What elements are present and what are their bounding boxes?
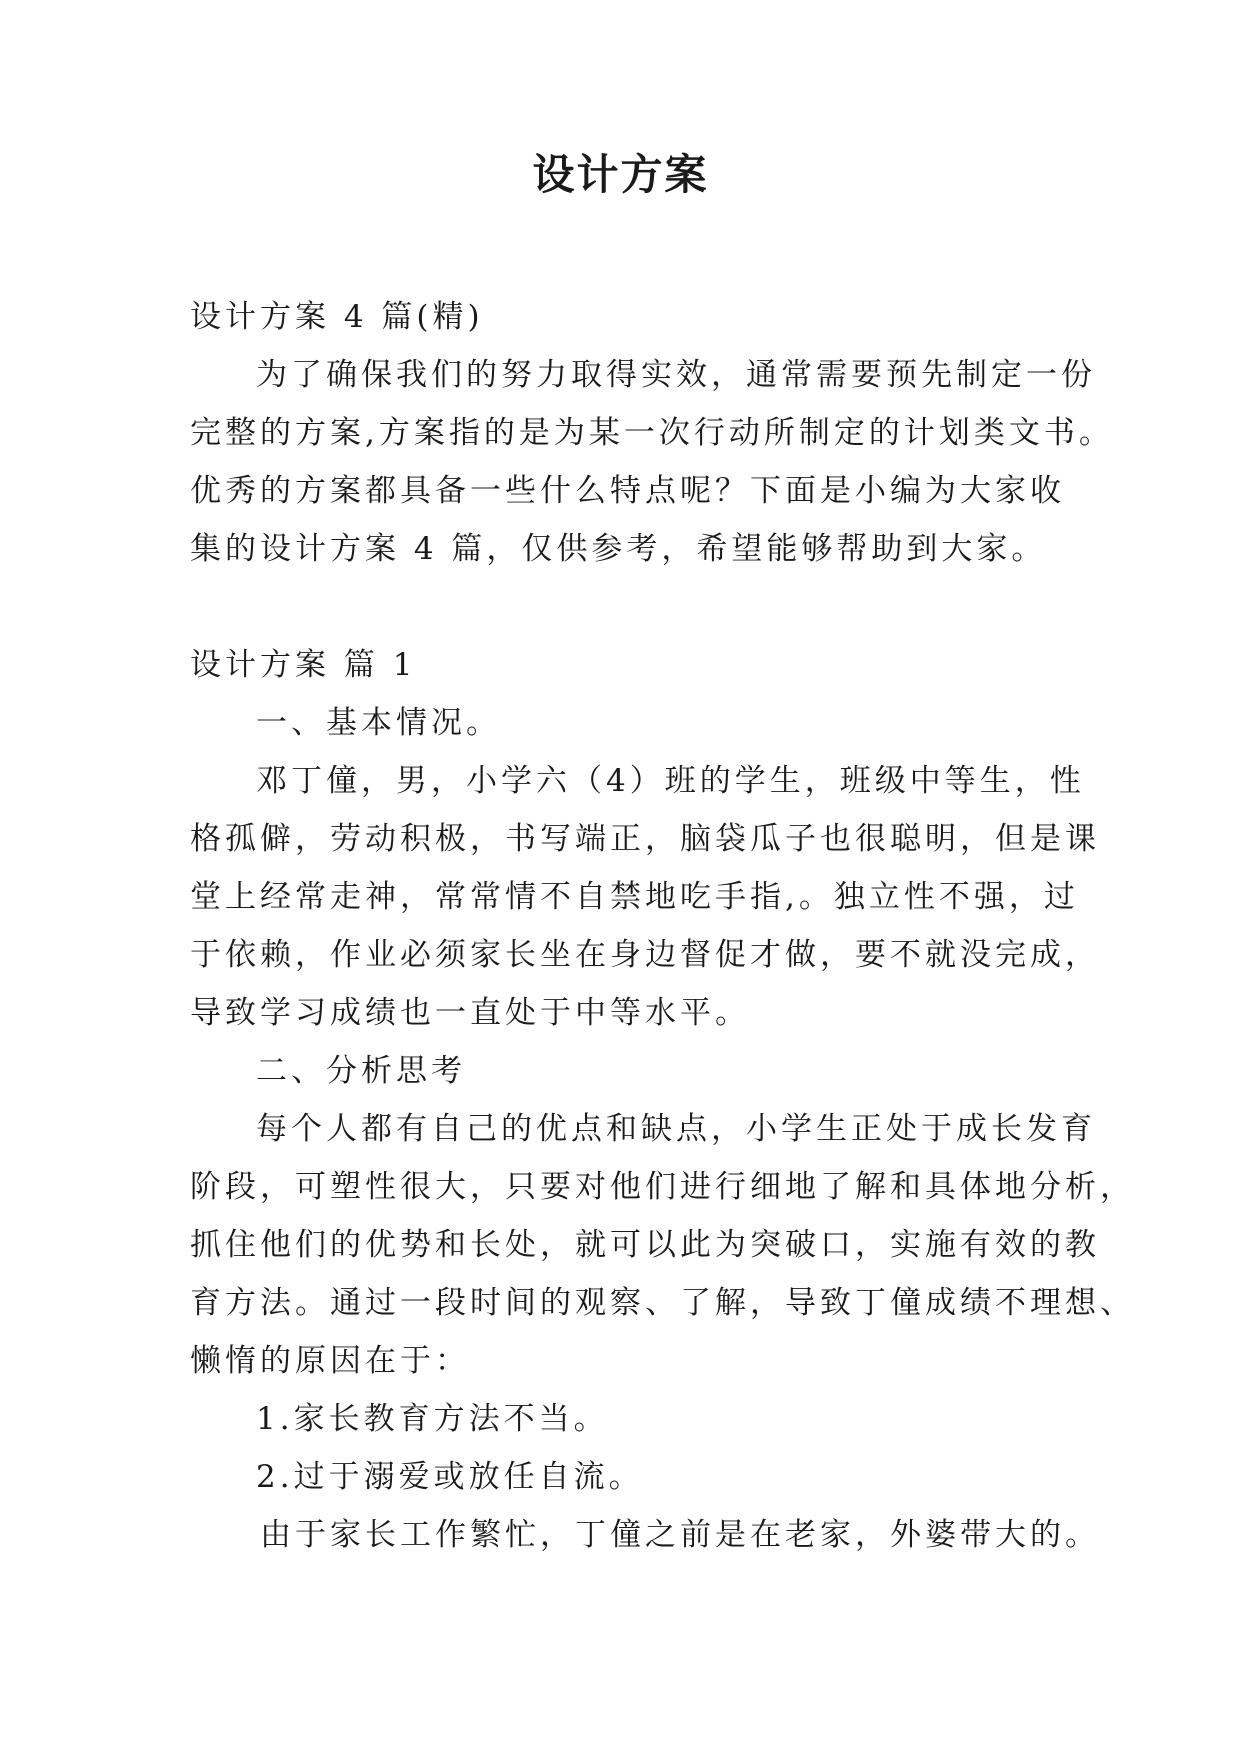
closing-line: 由于家长工作繁忙，丁僮之前是在老家，外婆带大的。 (260, 1517, 1100, 1553)
reason-item: 2.过于溺爱或放任自流。 (256, 1459, 644, 1495)
part1-line: 堂上经常走神，常常情不自禁地吃手指,。独立性不强，过 (190, 879, 1079, 915)
part2-heading: 二、分析思考 (256, 1053, 466, 1089)
part1-line: 邓丁僮，男，小学六（4）班的学生，班级中等生，性 (256, 763, 1085, 799)
part1-line: 导致学习成绩也一直处于中等水平。 (190, 995, 750, 1031)
intro-line: 为了确保我们的努力取得实效，通常需要预先制定一份 (256, 357, 1096, 393)
page-title: 设计方案 (532, 150, 709, 199)
intro-line: 完整的方案,方案指的是为某一次行动所制定的计划类文书。 (190, 415, 1114, 451)
document-subtitle: 设计方案 4 篇(精) (190, 299, 484, 335)
part2-line: 懒惰的原因在于： (190, 1343, 470, 1379)
intro-line: 集的设计方案 4 篇，仅供参考，希望能够帮助到大家。 (190, 531, 1047, 567)
paragraph-gap (190, 578, 1070, 636)
part2-line: 育方法。通过一段时间的观察、了解，导致丁僮成绩不理想、 (190, 1285, 1135, 1321)
part2-line: 每个人都有自己的优点和缺点，小学生正处于成长发育 (256, 1111, 1096, 1147)
part1-line: 格孤僻，劳动积极，书写端正，脑袋瓜子也很聪明，但是课 (190, 821, 1100, 857)
part1-heading: 一、基本情况。 (256, 705, 501, 741)
intro-line: 优秀的方案都具备一些什么特点呢？下面是小编为大家收 (190, 473, 1065, 509)
document-body (190, 288, 1135, 1564)
section-heading: 设计方案 篇 1 (190, 647, 417, 683)
reason-item: 1.家长教育方法不当。 (256, 1401, 609, 1437)
part1-line: 于依赖，作业必须家长坐在身边督促才做，要不就没完成， (190, 937, 1100, 973)
part2-line: 阶段，可塑性很大，只要对他们进行细地了解和具体地分析， (190, 1169, 1135, 1205)
part2-line: 抓住他们的优势和长处，就可以此为突破口，实施有效的教 (190, 1227, 1100, 1263)
